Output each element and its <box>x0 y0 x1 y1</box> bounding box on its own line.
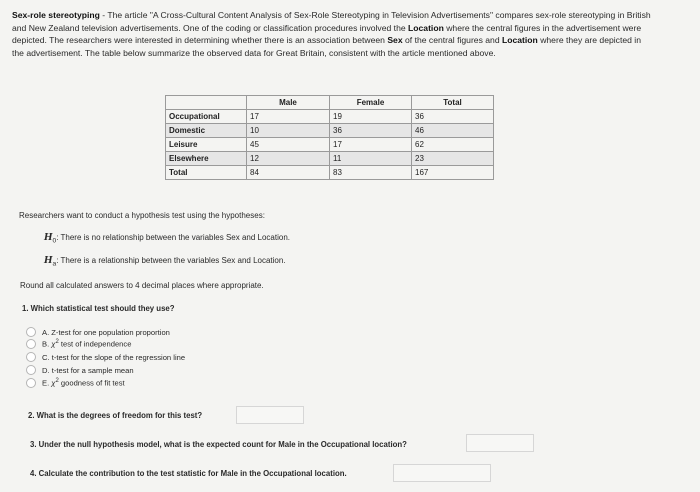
table-row <box>166 124 494 138</box>
option-e-prefix: E. <box>42 378 52 388</box>
alternative-hypothesis <box>44 256 286 268</box>
h0-text: : There is no relationship between the variables Sex and Location. <box>56 233 290 242</box>
row-label: Total <box>166 166 247 180</box>
answer-input-4[interactable] <box>393 464 491 482</box>
cell-total: 36 <box>412 110 494 124</box>
cell-male: 12 <box>247 152 330 166</box>
option-b[interactable] <box>26 339 131 349</box>
cell-total: 23 <box>412 152 494 166</box>
cell-total: 46 <box>412 124 494 138</box>
cell-total: 167 <box>412 166 494 180</box>
intro-text-3: of the central figures and <box>402 35 502 46</box>
cell-female: 83 <box>330 166 412 180</box>
cell-male: 45 <box>247 138 330 152</box>
option-b-suffix: test of independence <box>58 339 132 349</box>
row-label: Elsewhere <box>166 152 247 166</box>
question-2: 2. What is the degrees of freedom for this test? <box>28 411 203 420</box>
table-row <box>166 110 494 124</box>
cell-female: 11 <box>330 152 412 166</box>
header-female: Female <box>330 96 412 110</box>
option-e[interactable] <box>26 378 125 388</box>
hypothesis-lead: Researchers want to conduct a hypothesis test using the hypotheses: <box>19 211 265 220</box>
option-d[interactable] <box>26 365 134 375</box>
observed-data-table <box>165 95 494 180</box>
cell-male: 84 <box>247 166 330 180</box>
cell-male: 10 <box>247 124 330 138</box>
table-row <box>166 152 494 166</box>
question-3: 3. Under the null hypothesis model, what is the expected count for Male in the Occupational location? <box>30 440 407 449</box>
chi-superscript: 2 <box>55 339 59 346</box>
cell-female: 17 <box>330 138 412 152</box>
cell-female: 36 <box>330 124 412 138</box>
cell-male: 17 <box>247 110 330 124</box>
radio-option-c[interactable] <box>26 352 36 362</box>
header-total: Total <box>412 96 494 110</box>
question-4: 4. Calculate the contribution to the test statistic for Male in the Occupational location. <box>30 469 347 478</box>
intro-location-bold-2: Location <box>502 35 538 46</box>
chi-symbol: χ <box>51 378 56 388</box>
h0-subscript: 0 <box>52 237 57 245</box>
chi-symbol: χ <box>51 339 56 349</box>
question-1: 1. Which statistical test should they use? <box>22 304 175 313</box>
intro-title: Sex-role stereotyping <box>12 10 100 20</box>
option-b-prefix: B. <box>42 339 52 349</box>
intro-text-4: where they are depicted in the advertisement. The table below summarize the observed data for Great Britain, consistent with the article mentioned above. <box>12 35 642 58</box>
intro-location-bold: Location <box>408 22 444 33</box>
row-label: Occupational <box>166 110 247 124</box>
table-row <box>166 166 494 180</box>
intro-text-1: - The article "A Cross-Cultural Content Analysis of Sex-Role Stereotyping in Television Advertisements" compares sex-role stereotyping in British and New Zealand television advertisements. One of the coding or classification procedures involved the <box>12 10 651 33</box>
option-e-suffix: goodness of fit test <box>58 378 125 388</box>
radio-option-e[interactable] <box>26 378 36 388</box>
table-row <box>166 138 494 152</box>
row-label: Domestic <box>166 124 247 138</box>
answer-input-3[interactable] <box>466 434 534 452</box>
header-male: Male <box>247 96 330 110</box>
row-label: Leisure <box>166 138 247 152</box>
chi-superscript: 2 <box>55 378 59 385</box>
ha-subscript: a <box>52 260 57 268</box>
rounding-note: Round all calculated answers to 4 decimal places where appropriate. <box>20 281 264 290</box>
option-a[interactable] <box>26 327 170 337</box>
option-d-label: D. t-test for a sample mean <box>42 365 134 375</box>
table-corner-cell <box>166 96 247 110</box>
intro-sex-bold: Sex <box>387 35 403 46</box>
radio-option-a[interactable] <box>26 327 36 337</box>
option-a-label: A. Z-test for one population proportion <box>42 327 170 337</box>
radio-option-b[interactable] <box>26 339 36 349</box>
problem-intro <box>12 9 652 59</box>
h0-symbol: H <box>44 233 53 243</box>
option-c[interactable] <box>26 352 185 362</box>
ha-symbol: H <box>44 256 53 266</box>
answer-input-2[interactable] <box>236 406 304 424</box>
option-e-label <box>42 378 125 388</box>
option-b-label <box>42 339 131 349</box>
cell-female: 19 <box>330 110 412 124</box>
table-header-row <box>166 96 494 110</box>
radio-option-d[interactable] <box>26 365 36 375</box>
null-hypothesis <box>44 233 290 245</box>
cell-total: 62 <box>412 138 494 152</box>
ha-text: : There is a relationship between the variables Sex and Location. <box>56 256 286 265</box>
option-c-label: C. t-test for the slope of the regression line <box>42 352 186 362</box>
intro-text-2: where the central figures in the advertisement were depicted. The researchers were interested in determining whether there is an association between <box>12 22 642 46</box>
